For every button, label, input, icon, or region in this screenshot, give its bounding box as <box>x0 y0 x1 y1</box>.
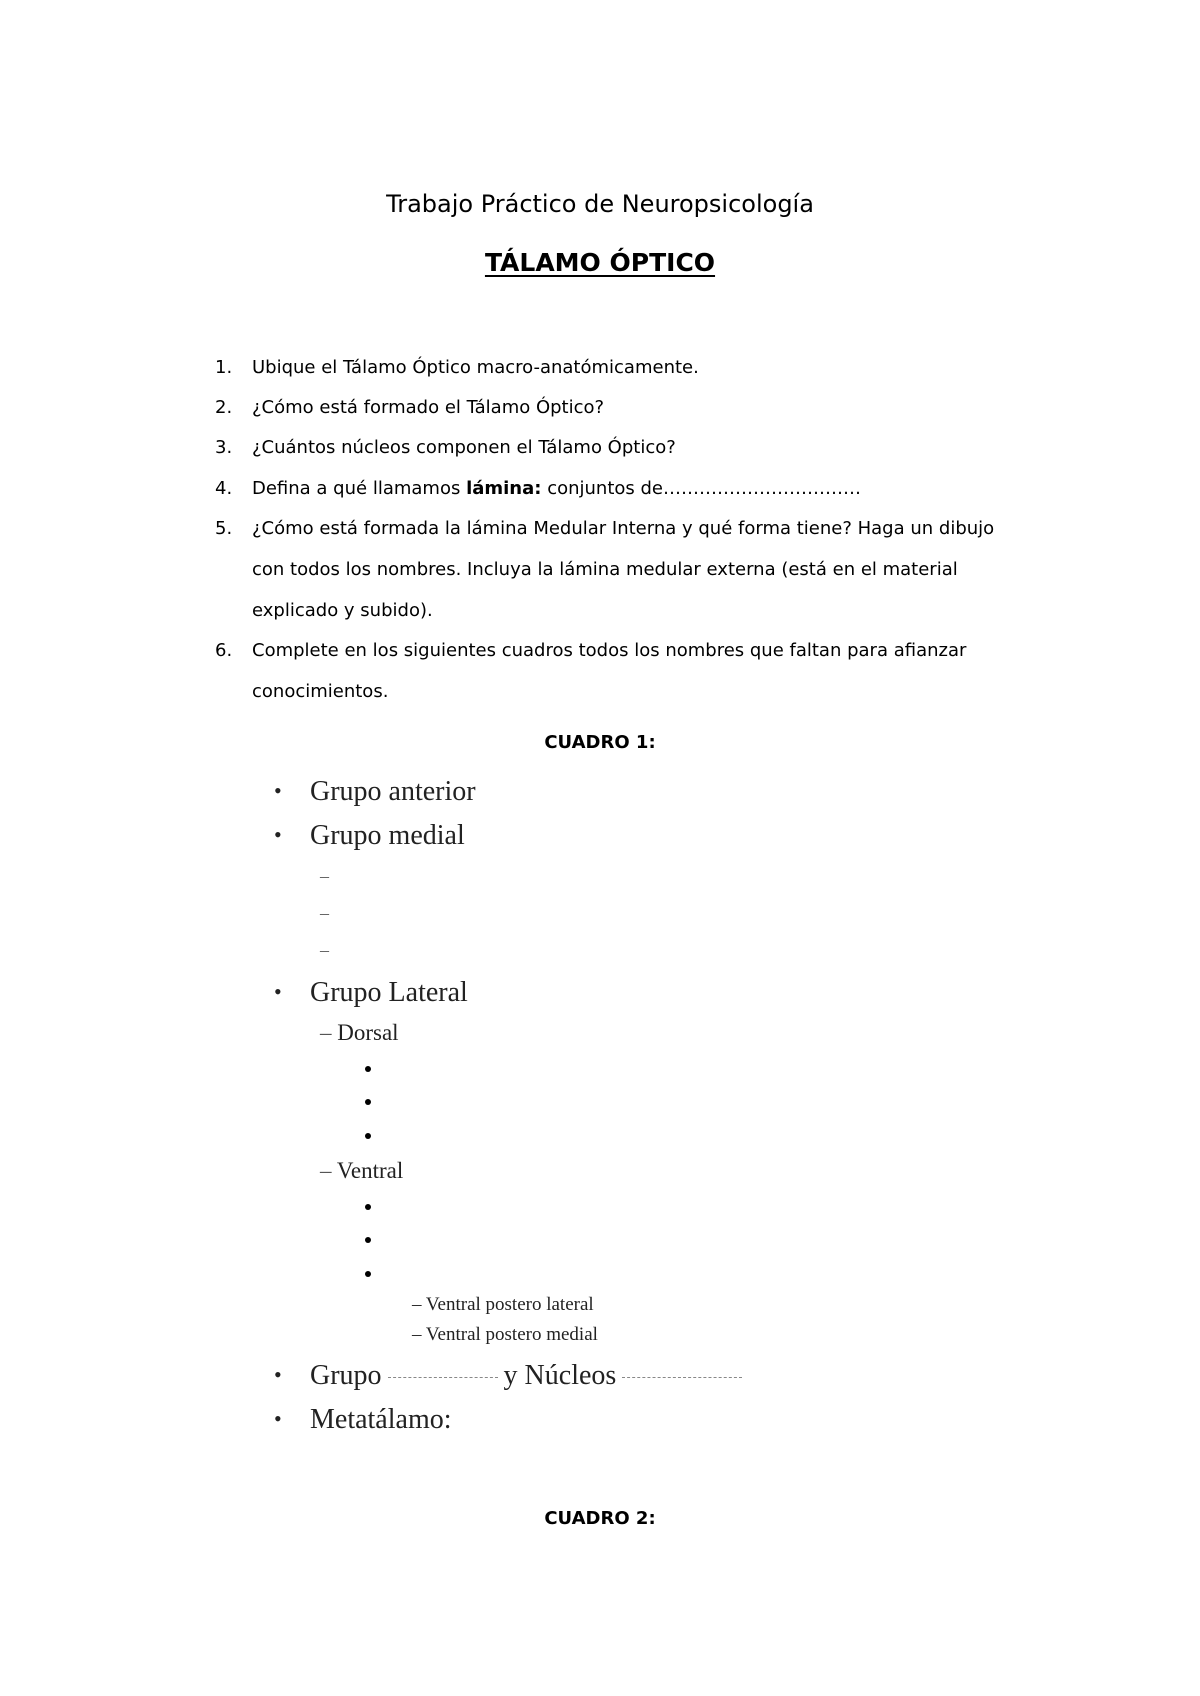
question-text: Ubique el Tálamo Óptico macro-anatómicamente. <box>252 357 699 378</box>
outline-label <box>310 1360 748 1392</box>
outline-label: Ventral postero lateral <box>425 1294 594 1315</box>
cuadro-1-heading: CUADRO 1: <box>544 732 656 753</box>
empty-bullet-4 <box>365 1204 371 1210</box>
question-number: 6. <box>215 640 233 661</box>
dash-icon: – <box>412 1294 422 1315</box>
question-suffix: conjuntos de…………………………… <box>541 478 861 499</box>
question-text-line-2: conocimientos. <box>252 681 389 702</box>
outline-label: Ventral <box>336 1158 404 1183</box>
outline-label: Grupo anterior <box>310 776 476 807</box>
question-number: 2. <box>215 397 233 418</box>
outline-label: Grupo Lateral <box>310 977 468 1008</box>
outline-subitem-dorsal <box>320 1020 399 1046</box>
grupo-label: Grupo <box>310 1360 382 1391</box>
outline-subsubitem-vpl <box>412 1294 594 1316</box>
empty-bullet-1 <box>365 1066 371 1072</box>
question-number: 4. <box>215 478 233 499</box>
outline-subsubitem-vpm <box>412 1324 598 1346</box>
question-text-line-1: ¿Cómo está formada la lámina Medular Interna y qué forma tiene? Haga un dibujo <box>252 518 995 539</box>
question-bold-term: lámina: <box>466 478 542 499</box>
question-text: ¿Cuántos núcleos componen el Tálamo Óptico? <box>252 437 676 458</box>
outline-label: Ventral postero medial <box>425 1324 598 1345</box>
empty-bullet-5 <box>365 1237 371 1243</box>
blank-line <box>622 1377 742 1378</box>
question-number: 5. <box>215 518 233 539</box>
document-subtitle: Trabajo Práctico de Neuropsicología <box>386 190 814 218</box>
question-text: ¿Cómo está formado el Tálamo Óptico? <box>252 397 605 418</box>
empty-bullet-3 <box>365 1133 371 1139</box>
bullet-icon: • <box>274 1406 282 1431</box>
bullet-icon: • <box>274 1362 282 1387</box>
cuadro-2-heading: CUADRO 2: <box>544 1508 656 1529</box>
question-text-line-2: con todos los nombres. Incluya la lámina medular externa (está en el material <box>252 559 958 580</box>
question-prefix: Defina a qué llamamos <box>252 478 467 499</box>
question-text <box>252 478 861 499</box>
nucleos-label: y Núcleos <box>503 1360 617 1391</box>
dash-icon: – <box>320 1158 332 1183</box>
title-text: TÁLAMO ÓPTICO <box>484 248 716 277</box>
outline-label: Grupo medial <box>310 820 465 851</box>
bullet-icon: • <box>274 778 282 803</box>
outline-label: Metatálamo: <box>310 1404 452 1435</box>
outline-label: Dorsal <box>337 1020 399 1045</box>
document-title <box>0 248 1200 277</box>
dash-icon: – <box>412 1324 422 1345</box>
empty-dash-3: – <box>320 940 329 960</box>
bullet-icon: • <box>274 979 282 1004</box>
blank-line <box>388 1377 498 1378</box>
outline-subitem-ventral <box>320 1158 403 1184</box>
empty-bullet-2 <box>365 1099 371 1105</box>
question-number: 1. <box>215 357 233 378</box>
question-number: 3. <box>215 437 233 458</box>
bullet-icon: • <box>274 822 282 847</box>
dash-icon: – <box>320 1020 332 1045</box>
empty-bullet-6 <box>365 1271 371 1277</box>
empty-dash-2: – <box>320 903 329 923</box>
question-text-line-3: explicado y subido). <box>252 600 433 621</box>
empty-dash-1: – <box>320 866 329 886</box>
question-text-line-1: Complete en los siguientes cuadros todos los nombres que faltan para afianzar <box>252 640 967 661</box>
